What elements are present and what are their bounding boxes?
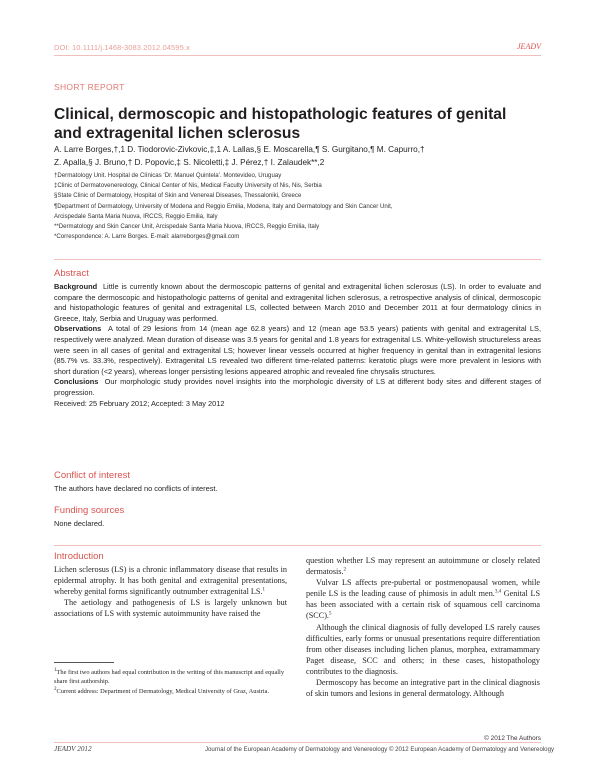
intro-paragraph-2: The aetiology and pathogenesis of LS is largely unknown but associations of LS with systemic autoimmunity have raised the [54, 598, 287, 619]
abstract-section [54, 268, 541, 409]
affiliation: **Dermatology and Skin Cancer Unit, Arcispedale Santa Maria Nuova, IRCCS, Reggio Emilia, Italy [54, 223, 320, 231]
affiliation: §State Clinic of Dermatology, Hospital of Skin and Venereal Diseases, Thessaloniki, Greece [54, 192, 302, 200]
correspondence[interactable]: *Correspondence: A. Larre Borges. E-mail: alarreborges@gmail.com [54, 233, 240, 241]
intro-left-column [54, 551, 287, 620]
intro-right-paragraph-4: Dermoscopy has become an integrative part in the clinical diagnosis of skin tumors and lesions in general dermatology. Although [306, 678, 540, 699]
introduction-heading: Introduction [54, 551, 104, 562]
citation-ref[interactable]: 1 [262, 587, 265, 593]
footnotes [54, 668, 287, 697]
intro-right-paragraph-3: Although the clinical diagnosis of fully developed LS rarely causes difficulties, early forms or unusual presentations require differentiation from other diseases including lichen planus, morphea, extramammary Paget disease, SCC and others; in these cases, histopathology contributes to the diagnosis. [306, 622, 540, 676]
affiliation: ¶Department of Dermatology, University of Modena and Reggio Emilia, Modena, Italy and Dermatology and Skin Cancer Unit, [54, 202, 393, 210]
intro-right-paragraph-2a: Vulvar LS affects pre-pubertal or postmenopausal women, while penile LS is the leading cause of phimosis in adult men. [306, 578, 540, 599]
conclusions-label: Conclusions [54, 377, 99, 387]
article-title: Clinical, dermoscopic and histopathologic features of genital and extragenital lichen sclerosus [54, 106, 507, 142]
citation-ref[interactable]: 5 [328, 611, 332, 617]
affiliation: ‡Clinic of Dermatovenereology, Clinical Center of Nis, Medical Faculty University of Nis, Nis, Serbia [54, 182, 322, 190]
abstract-heading: Abstract [54, 268, 89, 279]
affiliation: †Dermatology Unit. Hospital de Clínicas ‘Dr. Manuel Quintela’. Montevideo, Uruguay [54, 172, 282, 179]
copyright-text: © 2012 The Authors [484, 735, 541, 742]
conflict-text: The authors have declared no conflicts of interest. [54, 484, 218, 493]
funding-section [54, 505, 541, 530]
conflict-heading: Conflict of interest [54, 470, 131, 481]
received-dates: Received: 25 February 2012; Accepted: 3 May 2012 [54, 398, 225, 408]
doi-text[interactable]: DOI: 10.1111/j.1468-3083.2012.04595.x [54, 43, 190, 52]
intro-paragraph-1: Lichen sclerosus (LS) is a chronic inflammatory disease that results in epidermal atrophy. It has both genital and extragenital presentations, whereby genital forms significantly outnumber extragenital LS. [54, 565, 287, 597]
citation-ref[interactable]: 3,4 [494, 589, 502, 595]
citation-ref[interactable]: 2 [343, 567, 347, 573]
affiliation: Arcispedale Santa Maria Nuova, IRCCS, Reggio Emilia, Italy [54, 212, 218, 220]
author-line-2: Z. Apalla,§ J. Bruno,† D. Popovic,‡ S. Nicoletti,‡ J. Pérez,† I. Zalaudek**,2 [54, 157, 325, 167]
footnote-1: The first two authors had equal contribution in the writing of this manuscript and equally share first authorship. [54, 669, 285, 685]
footnote-2: Current address: Department of Dermatology, Medical University of Graz, Austria. [56, 688, 270, 695]
intro-right-paragraph-1: question whether LS may represent an autoimmune or closely related dermatosis. [306, 556, 540, 577]
affiliations [54, 171, 544, 242]
conclusions-text: Our morphologic study provides novel insights into the morphologic diversity of LS at different body sites and different stages of progression. [54, 377, 541, 397]
footer-journal-year: JEADV 2012 [54, 745, 92, 753]
conflict-section [54, 470, 541, 495]
article-type: SHORT REPORT [54, 82, 125, 92]
footnote-divider [54, 662, 114, 663]
footer-divider [54, 742, 541, 743]
author-line-1: A. Larre Borges,†,1 D. Tiodorovic-Zivkovic,‡,1 A. Lallas,§ E. Moscarella,¶ S. Gurgitano,¶ M. Capurro,† [54, 145, 425, 154]
body-divider [54, 545, 541, 546]
abstract-divider [54, 259, 541, 260]
funding-heading: Funding sources [54, 505, 125, 516]
footnote-mark: 1 [54, 667, 57, 673]
footnote-mark: 2 [54, 686, 57, 692]
header-divider [54, 55, 541, 56]
author-list [54, 144, 544, 169]
funding-text: None declared. [54, 519, 105, 528]
background-label: Background [54, 282, 98, 291]
observations-label: Observations [54, 324, 102, 334]
abstract-body [54, 282, 541, 409]
journal-short-name: JEADV [517, 42, 541, 51]
intro-right-paragraph-2b: Genital LS has been associated with a certain risk of squamous cell carcinoma (SCC). [306, 589, 540, 621]
intro-right-column [306, 555, 540, 699]
background-text: Little is currently known about the dermoscopic patterns of genital and extragenital lichen sclerosus (LS). In order to evaluate and compare the dermoscopic and histopathologic patterns of genital and extragenital lichen sclerosus, a retrospective analysis of clinical, dermoscopic and histopathologic features of genital and extragenital LS, collected between March 2010 and December 2011 at four dermatology clinics in Greece, Italy, Serbia and Uruguay was performed. [54, 282, 541, 323]
footer-journal-full: Journal of the European Academy of Dermatology and Venereology © 2012 European Academy of Dermatology and Venereology [205, 746, 555, 753]
observations-text: A total of 29 lesions from 14 (mean age 62.8 years) and 12 (mean age 53.5 years) patients with genital and extragenital LS, respectively were analyzed. Mean duration of disease was 3.5 years for genital and 1.8 years for extragenital LS. White-yellowish structureless areas were seen in all cases of genital and extragenital LS; however linear vessels occurred at higher frequency in genital than in extragenital lesions (85.7% vs. 33.3%, respectively). Extragenital LS revealed two different time-related patterns: keratotic plugs were more prevalent in lesions with short duration (<2 years), whereas longer persisting lesions appeared atrophic and revealed fine chrysalis structures. [54, 324, 541, 376]
